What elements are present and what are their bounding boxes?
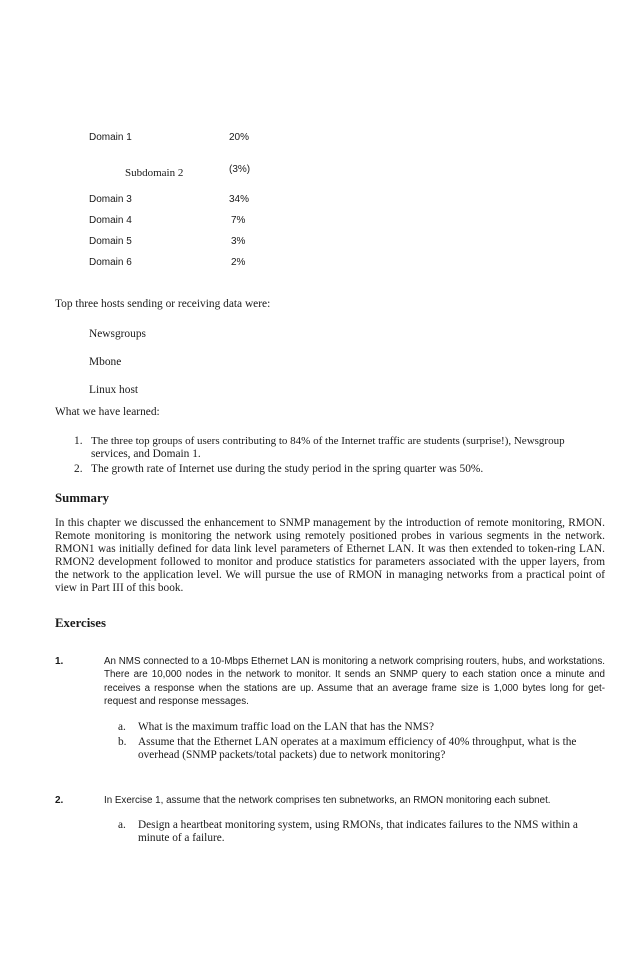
exercise-subquestion [118, 819, 608, 845]
domain-value: 7% [231, 215, 246, 226]
list-item-text-cont: services, and Domain 1. [91, 448, 201, 460]
domain-value: 34% [229, 194, 250, 205]
domain-label: Domain 6 [89, 257, 132, 268]
subquestion-text: Design a heartbeat monitoring system, using RMONs, that indicates failures to the NMS within a [138, 819, 578, 831]
summary-heading: Summary [55, 491, 110, 505]
summary-paragraph: In this chapter we discussed the enhancement to SNMP management by the introduction of remote monitoring, RMON. Remote monitoring is monitoring the network using remotely positioned probes in various segments in the network. RMON1 was initially defined for data link level parameters of Ethernet LAN. It was then extended to token-ring LAN. RMON2 development followed to monitor and produce statistics for parameters associated with the upper layers, from the network to the application level. We will pursue the use of RMON in managing networks from a practical point of view in Part III of this book. [55, 517, 605, 594]
subquestion-marker: b. [118, 736, 127, 748]
top-hosts-heading: Top three hosts sending or receiving data were: [55, 298, 271, 310]
list-item-number: 1. [74, 435, 83, 447]
domain-label: Domain 3 [89, 194, 132, 205]
list-item-number: 2. [74, 463, 83, 475]
subdomain-label: Subdomain 2 [125, 167, 184, 179]
domain-value: 3% [231, 236, 246, 247]
domain-value: 2% [231, 257, 246, 268]
subquestion-text: What is the maximum traffic load on the LAN that has the NMS? [138, 721, 434, 733]
list-item-text: The three top groups of users contributing to 84% of the Internet traffic are students (surprise!), Newsgroup [91, 435, 565, 447]
subquestion-text: Assume that the Ethernet LAN operates at a maximum efficiency of 40% throughput, what is the [138, 736, 577, 748]
exercises-heading: Exercises [55, 616, 106, 630]
host-item: Newsgroups [89, 328, 146, 340]
exercise-text: In Exercise 1, assume that the network comprises ten subnetworks, an RMON monitoring each subnet. [104, 795, 551, 806]
exercise-subquestion [118, 736, 608, 762]
subquestion-text-cont: overhead (SNMP packets/total packets) due to network monitoring? [138, 749, 446, 761]
subquestion-marker: a. [118, 721, 126, 733]
domain-value: 20% [229, 132, 250, 143]
host-item: Mbone [89, 356, 122, 368]
exercise-number: 1. [55, 656, 64, 667]
subquestion-marker: a. [118, 819, 126, 831]
exercise-subquestion [118, 721, 608, 734]
list-item-text: The growth rate of Internet use during the study period in the spring quarter was 50%. [91, 463, 484, 475]
domain-label: Domain 1 [89, 132, 132, 143]
host-item: Linux host [89, 384, 139, 396]
exercise-number: 2. [55, 795, 64, 806]
domain-label: Domain 5 [89, 236, 132, 247]
subdomain-value: (3%) [229, 164, 251, 175]
domain-label: Domain 4 [89, 215, 132, 226]
learned-heading: What we have learned: [55, 406, 160, 418]
exercise-text: An NMS connected to a 10-Mbps Ethernet LAN is monitoring a network comprising routers, hubs, and workstations. There are 10,000 nodes in the network to monitor. It sends an SNMP query to each station once a minute and receives a response when the stations are up. Assume that an average frame size is 1,000 bytes long for get-request and response messages. [104, 656, 605, 707]
subquestion-text-cont: minute of a failure. [138, 832, 225, 844]
